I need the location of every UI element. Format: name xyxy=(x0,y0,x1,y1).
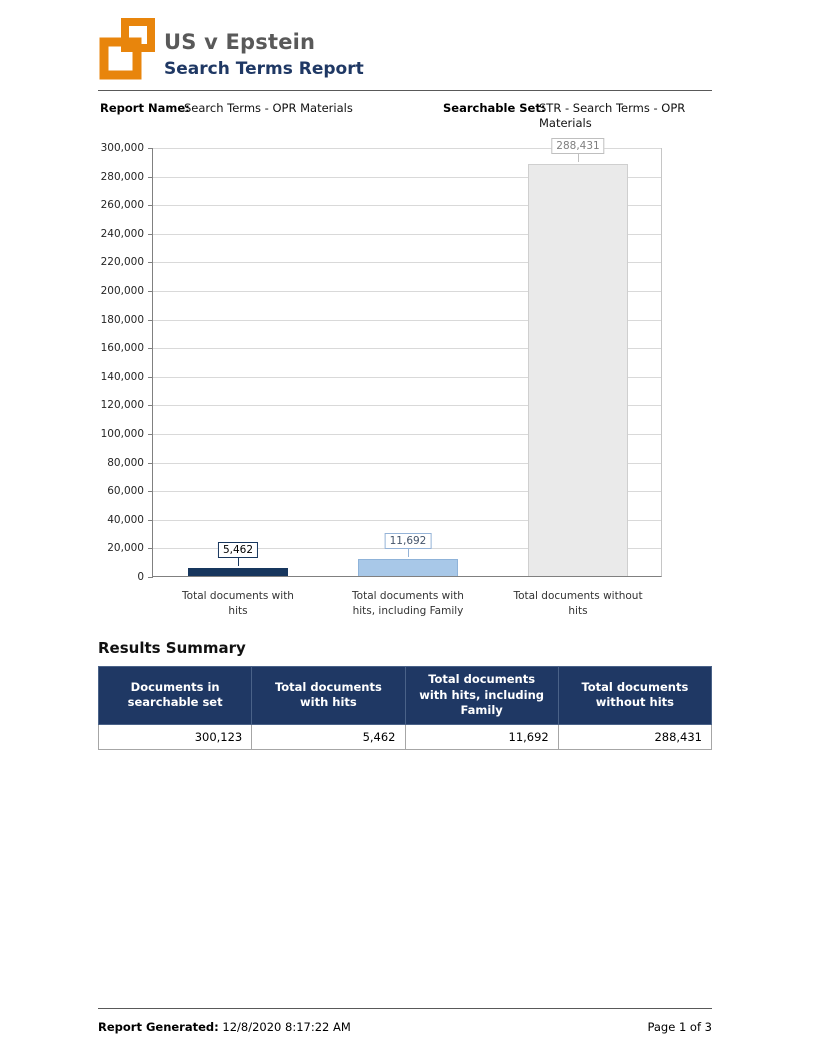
x-axis-category-label xyxy=(352,589,464,619)
y-axis-tick-mark xyxy=(148,148,153,149)
y-axis-tick-label: 300,000 xyxy=(100,142,144,154)
chart-plot xyxy=(100,140,662,618)
report-info-row xyxy=(98,101,712,133)
bar xyxy=(358,559,458,576)
value-documents-in-searchable-set: 300,123 xyxy=(99,724,252,749)
report-name-label: Report Name: xyxy=(100,101,190,115)
results-summary-heading: Results Summary xyxy=(98,639,246,657)
y-axis-tick-mark xyxy=(148,405,153,406)
value-total-documents-without-hits: 288,431 xyxy=(558,724,711,749)
report-name-value: Search Terms - OPR Materials xyxy=(184,101,353,115)
category-label-line: Total documents with xyxy=(352,590,464,602)
search-terms-bar-chart xyxy=(98,140,678,630)
col-total-documents-with-hits-family: Total documents with hits, including Family xyxy=(405,667,558,725)
report-generated-value: 12/8/2020 8:17:22 AM xyxy=(222,1020,351,1034)
category-label-line: hits xyxy=(228,605,248,618)
category-label-line: Total documents with xyxy=(182,590,294,602)
data-label-leader xyxy=(238,558,239,566)
report-generated-label: Report Generated: xyxy=(98,1020,219,1034)
page-number: Page 1 of 3 xyxy=(647,1020,712,1034)
y-axis-tick-mark xyxy=(148,491,153,492)
category-label-line: hits xyxy=(568,605,588,618)
y-axis-tick-mark xyxy=(148,234,153,235)
y-axis-tick-label: 140,000 xyxy=(100,370,144,383)
logo-icon xyxy=(98,16,158,82)
x-axis-category-label xyxy=(182,589,294,619)
y-axis-tick-label: 280,000 xyxy=(100,170,144,183)
header-titles xyxy=(164,30,364,79)
y-axis-tick-label: 80,000 xyxy=(107,456,144,469)
y-axis-tick-label: 40,000 xyxy=(107,513,144,526)
data-label: 5,462 xyxy=(218,542,258,558)
y-axis-tick-label: 180,000 xyxy=(100,313,144,326)
y-axis-tick-mark xyxy=(148,434,153,435)
bar xyxy=(188,568,288,576)
y-axis-tick-mark xyxy=(148,262,153,263)
category-label-line: Total documents without xyxy=(513,590,643,602)
value-total-documents-with-hits: 5,462 xyxy=(252,724,405,749)
table-row xyxy=(99,724,712,749)
x-axis-category-label xyxy=(513,589,642,619)
y-axis-tick-mark xyxy=(148,291,153,292)
y-axis-tick-label: 220,000 xyxy=(100,256,144,269)
y-axis-tick-mark xyxy=(148,348,153,349)
y-axis-tick-mark xyxy=(148,520,153,521)
searchable-set-value: STR - Search Terms - OPR Materials xyxy=(539,101,686,130)
y-axis-tick-label: 120,000 xyxy=(100,399,144,412)
table-header-row xyxy=(99,667,712,725)
results-summary-table xyxy=(98,666,712,750)
data-label: 288,431 xyxy=(551,138,604,154)
y-axis-tick-mark xyxy=(148,377,153,378)
searchable-set-label: Searchable Set: xyxy=(443,101,546,115)
footer-divider xyxy=(98,1008,712,1009)
y-axis-tick-mark xyxy=(148,320,153,321)
case-title: US v Epstein xyxy=(164,30,316,54)
report-title: Search Terms Report xyxy=(164,59,364,79)
y-axis-tick-mark xyxy=(148,205,153,206)
report-generated xyxy=(98,1020,351,1034)
y-axis-tick-label: 60,000 xyxy=(107,485,144,498)
y-axis-tick-label: 160,000 xyxy=(100,342,144,355)
y-axis-tick-label: 260,000 xyxy=(100,199,144,212)
bar xyxy=(528,164,628,576)
col-documents-in-searchable-set: Documents in searchable set xyxy=(99,667,252,725)
data-label: 11,692 xyxy=(385,533,432,549)
y-axis-tick-label: 100,000 xyxy=(100,428,144,440)
y-axis-tick-label: 240,000 xyxy=(100,227,144,240)
data-label-leader xyxy=(578,154,579,162)
y-axis-tick-mark xyxy=(148,177,153,178)
y-axis-tick-mark xyxy=(148,577,153,578)
interlocked-squares-logo xyxy=(98,16,158,86)
col-total-documents-with-hits: Total documents with hits xyxy=(252,667,405,725)
value-total-documents-with-hits-family: 11,692 xyxy=(405,724,558,749)
data-label-leader xyxy=(408,549,409,557)
y-axis-tick-mark xyxy=(148,463,153,464)
y-axis-tick-label: 200,000 xyxy=(100,285,144,297)
category-label-line: hits, including Family xyxy=(352,605,464,618)
y-axis-tick-mark xyxy=(148,548,153,549)
col-total-documents-without-hits: Total documents without hits xyxy=(558,667,711,725)
header-divider xyxy=(98,90,712,91)
y-axis-tick-label: 20,000 xyxy=(107,542,144,555)
y-axis-tick-label: 0 xyxy=(137,571,144,583)
footer xyxy=(98,1020,712,1034)
